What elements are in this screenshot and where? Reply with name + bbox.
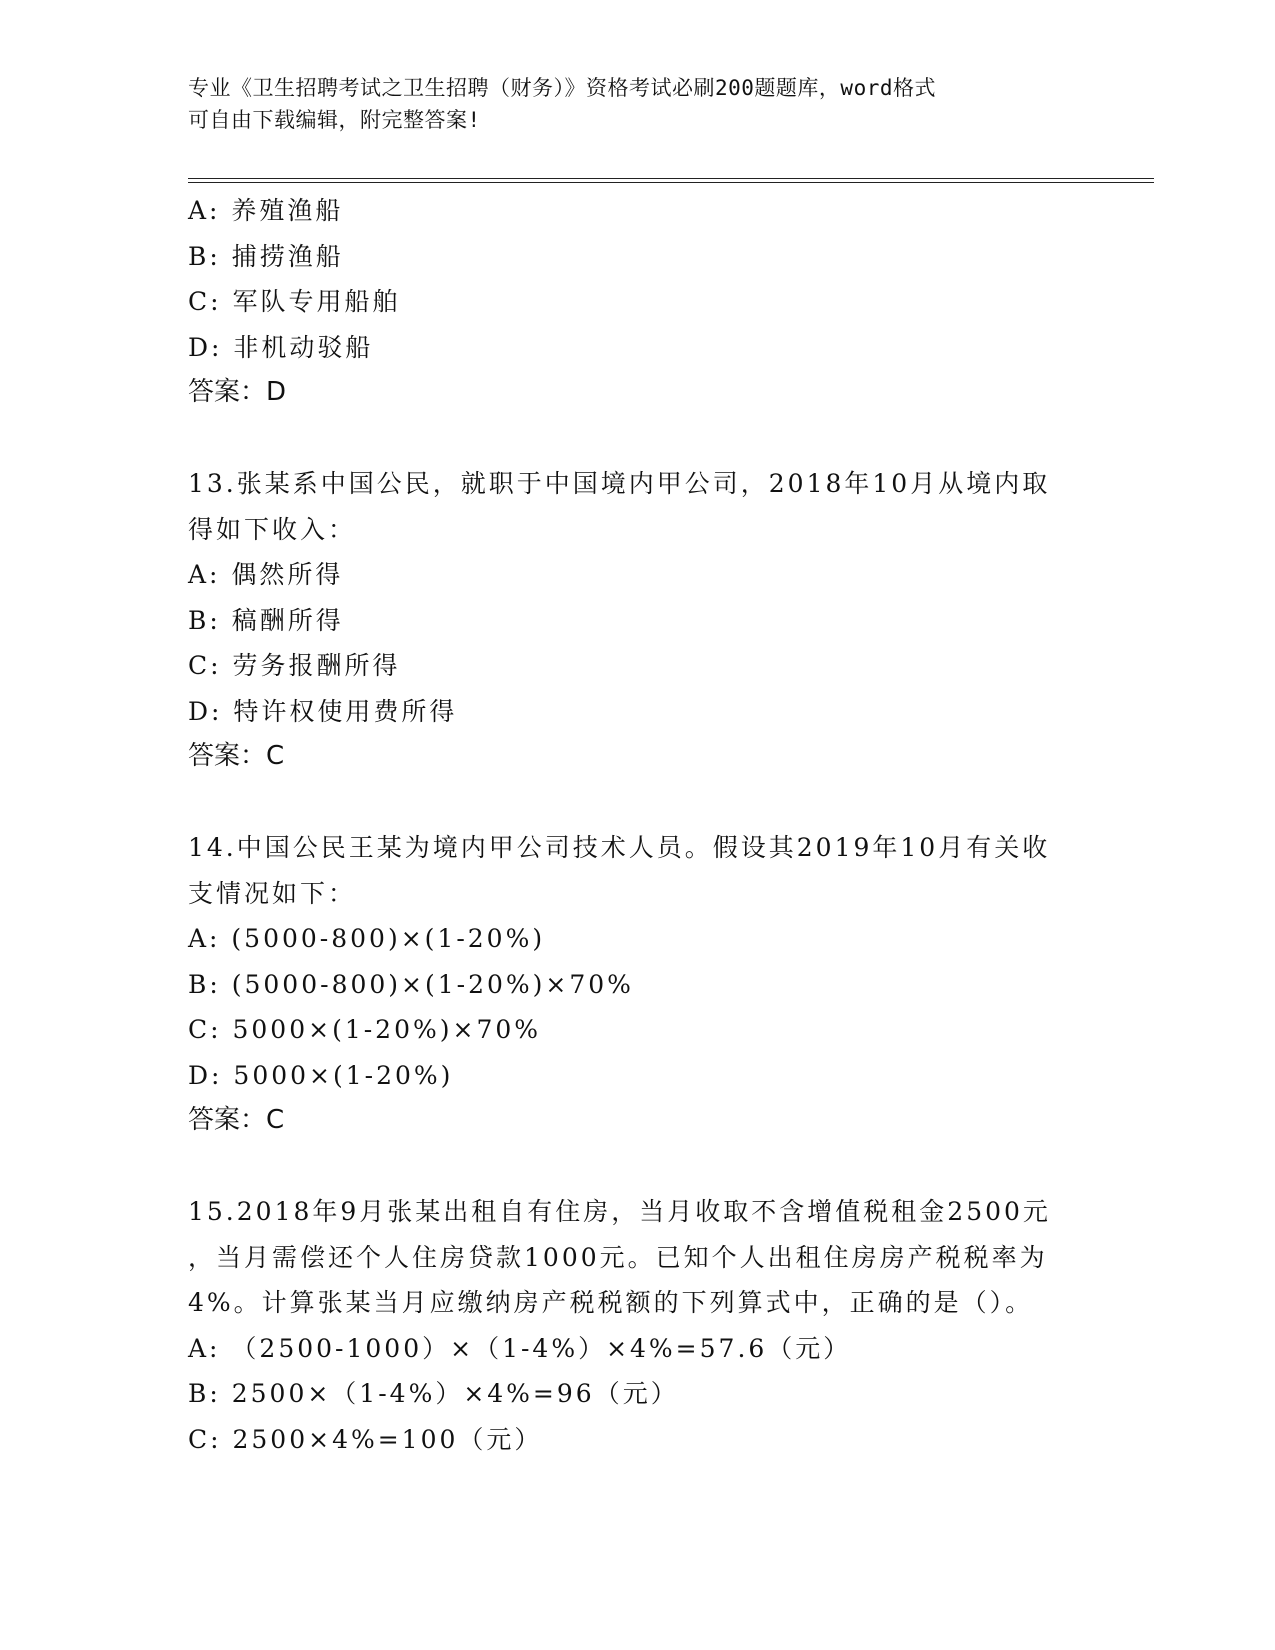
spacer bbox=[188, 416, 1088, 462]
question-text-line: 4%。计算张某当月应缴纳房产税税额的下列算式中，正确的是（）。 bbox=[188, 1288, 1034, 1317]
option-a: A: 养殖渔船 bbox=[188, 196, 344, 225]
option-b: B: 2500×（1-4%）×4%=96（元） bbox=[188, 1379, 679, 1408]
option-b: B: 稿酬所得 bbox=[188, 605, 344, 635]
question-14 bbox=[188, 825, 1088, 1144]
option-c: C: 劳务报酬所得 bbox=[188, 651, 401, 680]
option-c: C: 5000×(1-20%)×70% bbox=[188, 1015, 542, 1044]
question-text-line: 14.中国公民王某为境内甲公司技术人员。假设其2019年10月有关收 bbox=[188, 833, 1051, 862]
header-line-2: 可自由下载编辑，附完整答案! bbox=[188, 108, 481, 132]
question-text-line: 得如下收入： bbox=[188, 514, 357, 544]
option-d: D: 非机动驳船 bbox=[188, 332, 374, 362]
question-text-line: 13.张某系中国公民，就职于中国境内甲公司，2018年10月从境内取 bbox=[188, 469, 1051, 498]
spacer bbox=[188, 780, 1088, 826]
option-d: D: 特许权使用费所得 bbox=[188, 696, 458, 726]
question-12-options bbox=[188, 188, 1088, 416]
option-b: B: (5000-800)×(1-20%)×70% bbox=[188, 969, 634, 999]
answer: 答案：D bbox=[188, 377, 287, 407]
document-header bbox=[188, 72, 1088, 136]
option-a: A: 偶然所得 bbox=[188, 560, 344, 589]
header-divider bbox=[188, 178, 1154, 183]
question-text-line: 15.2018年9月张某出租自有住房，当月收取不含增值税租金2500元 bbox=[188, 1197, 1051, 1226]
question-13 bbox=[188, 461, 1088, 780]
answer: 答案：C bbox=[188, 741, 285, 771]
option-d: D: 5000×(1-20%) bbox=[188, 1060, 454, 1090]
answer: 答案：C bbox=[188, 1105, 285, 1135]
header-line-1: 专业《卫生招聘考试之卫生招聘（财务）》资格考试必刷200题题库，word格式 bbox=[188, 76, 936, 100]
question-15 bbox=[188, 1189, 1088, 1462]
spacer bbox=[188, 1144, 1088, 1190]
question-text-line: 支情况如下： bbox=[188, 878, 357, 908]
option-b: B: 捕捞渔船 bbox=[188, 241, 344, 271]
option-c: C: 军队专用船舶 bbox=[188, 287, 401, 316]
option-c: C: 2500×4%=100（元） bbox=[188, 1424, 543, 1454]
option-a: A: （2500-1000）×（1-4%）×4%=57.6（元） bbox=[188, 1333, 852, 1363]
option-a: A: (5000-800)×(1-20%) bbox=[188, 924, 546, 953]
document-body bbox=[188, 188, 1088, 1462]
question-text-line: ，当月需偿还个人住房贷款1000元。已知个人出租住房房产税税率为 bbox=[188, 1242, 1048, 1272]
